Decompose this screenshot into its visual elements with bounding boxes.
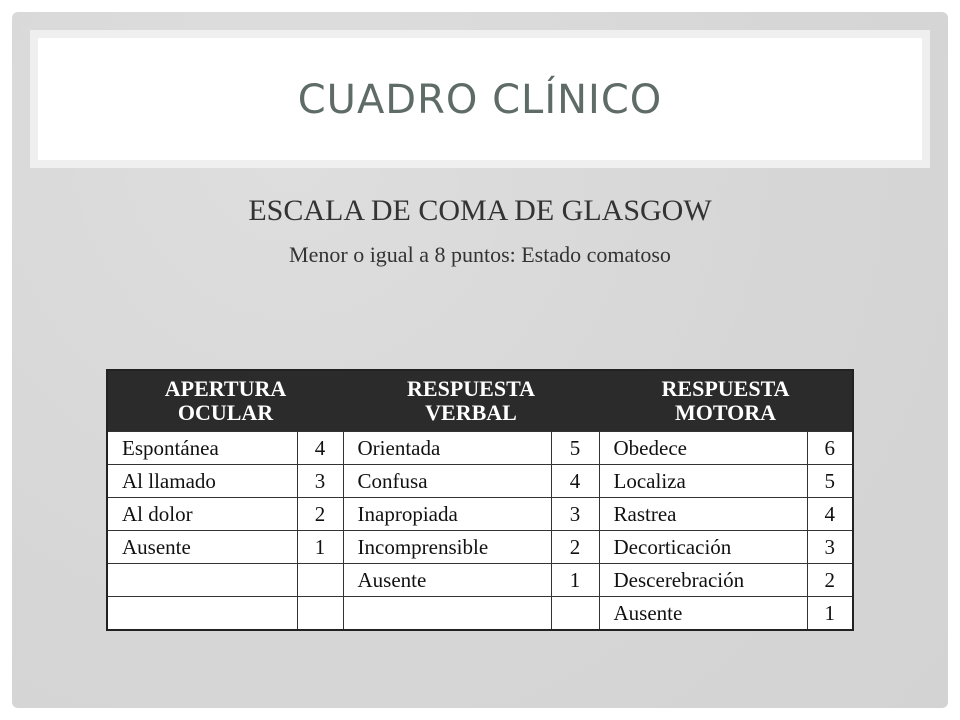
motora-cell: Ausente	[599, 597, 807, 631]
verbal-points-cell: 1	[551, 564, 599, 597]
header-apertura-ocular	[107, 370, 343, 432]
motora-points-cell: 5	[807, 465, 853, 498]
title-box	[30, 30, 930, 168]
motora-points-cell: 4	[807, 498, 853, 531]
ocular-points-cell: 2	[297, 498, 343, 531]
slide	[12, 12, 948, 708]
motora-cell: Descerebración	[599, 564, 807, 597]
table-row	[107, 597, 853, 631]
header-verbal-line1: RESPUESTA	[407, 376, 535, 401]
motora-points-cell: 6	[807, 432, 853, 465]
ocular-points-cell	[297, 597, 343, 631]
motora-cell: Decorticación	[599, 531, 807, 564]
motora-points-cell: 2	[807, 564, 853, 597]
ocular-cell: Al llamado	[107, 465, 297, 498]
slide-title: CUADRO CLÍNICO	[297, 77, 663, 123]
glasgow-scale-table	[106, 369, 854, 631]
header-respuesta-motora	[599, 370, 853, 432]
header-ocular-line2: OCULAR	[177, 400, 274, 425]
header-ocular-line1: APERTURA	[164, 376, 287, 401]
table-row	[107, 465, 853, 498]
verbal-points-cell: 4	[551, 465, 599, 498]
ocular-points-cell	[297, 564, 343, 597]
slide-subtitle: ESCALA DE COMA DE GLASGOW	[248, 194, 712, 227]
ocular-points-cell: 3	[297, 465, 343, 498]
verbal-points-cell: 3	[551, 498, 599, 531]
header-verbal-line2: VERBAL	[425, 400, 517, 425]
verbal-cell: Incomprensible	[343, 531, 551, 564]
ocular-cell: Espontánea	[107, 432, 297, 465]
motora-cell: Obedece	[599, 432, 807, 465]
verbal-cell: Orientada	[343, 432, 551, 465]
motora-cell: Rastrea	[599, 498, 807, 531]
ocular-cell	[107, 597, 297, 631]
verbal-cell: Ausente	[343, 564, 551, 597]
slide-subtitle-note: Menor o igual a 8 puntos: Estado comatoso	[289, 242, 671, 267]
table-header-row	[107, 370, 853, 432]
motora-cell: Localiza	[599, 465, 807, 498]
table-row	[107, 498, 853, 531]
ocular-points-cell: 1	[297, 531, 343, 564]
ocular-cell: Ausente	[107, 531, 297, 564]
header-motora-line1: RESPUESTA	[661, 376, 790, 401]
header-motora-line2: MOTORA	[674, 400, 777, 425]
table-row	[107, 564, 853, 597]
verbal-cell	[343, 597, 551, 631]
header-respuesta-verbal	[343, 370, 599, 432]
motora-points-cell: 1	[807, 597, 853, 631]
verbal-points-cell: 2	[551, 531, 599, 564]
ocular-cell	[107, 564, 297, 597]
table-row	[107, 432, 853, 465]
verbal-points-cell: 5	[551, 432, 599, 465]
verbal-points-cell	[551, 597, 599, 631]
ocular-points-cell: 4	[297, 432, 343, 465]
ocular-cell: Al dolor	[107, 498, 297, 531]
verbal-cell: Confusa	[343, 465, 551, 498]
table-row	[107, 531, 853, 564]
motora-points-cell: 3	[807, 531, 853, 564]
verbal-cell: Inapropiada	[343, 498, 551, 531]
